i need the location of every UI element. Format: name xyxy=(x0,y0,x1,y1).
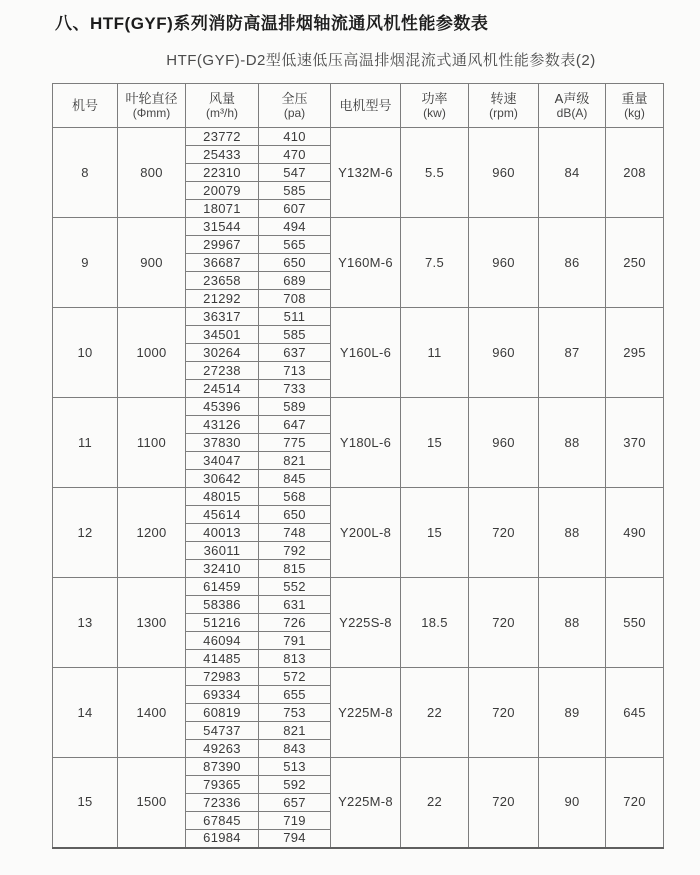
speed-cell: 720 xyxy=(469,758,539,848)
airflow-cell: 31544 xyxy=(186,218,259,236)
pressure-cell: 607 xyxy=(259,200,331,218)
pressure-cell: 792 xyxy=(259,542,331,560)
power-cell: 18.5 xyxy=(401,578,469,668)
weight-cell: 208 xyxy=(606,128,664,218)
header-unit: (kw) xyxy=(423,105,446,120)
pressure-cell: 813 xyxy=(259,650,331,668)
noise-cell: 88 xyxy=(539,398,606,488)
pressure-cell: 410 xyxy=(259,128,331,146)
header-cell-pressure xyxy=(259,84,331,128)
header-cell-noise xyxy=(539,84,606,128)
airflow-cell: 87390 xyxy=(186,758,259,776)
weight-cell: 550 xyxy=(606,578,664,668)
fan-no-cell: 11 xyxy=(53,398,118,488)
pressure-cell: 647 xyxy=(259,416,331,434)
pressure-cell: 547 xyxy=(259,164,331,182)
noise-cell: 89 xyxy=(539,668,606,758)
fan-no-cell: 8 xyxy=(53,128,118,218)
weight-cell: 250 xyxy=(606,218,664,308)
document-page xyxy=(0,9,700,875)
fan-no-cell: 15 xyxy=(53,758,118,848)
impeller-diameter-cell: 800 xyxy=(118,128,186,218)
speed-cell: 720 xyxy=(469,668,539,758)
pressure-cell: 511 xyxy=(259,308,331,326)
pressure-cell: 585 xyxy=(259,326,331,344)
weight-cell: 370 xyxy=(606,398,664,488)
airflow-cell: 36011 xyxy=(186,542,259,560)
pressure-cell: 726 xyxy=(259,614,331,632)
pressure-cell: 843 xyxy=(259,740,331,758)
speed-cell: 960 xyxy=(469,218,539,308)
airflow-cell: 51216 xyxy=(186,614,259,632)
weight-cell: 645 xyxy=(606,668,664,758)
impeller-diameter-cell: 1100 xyxy=(118,398,186,488)
fan-no-cell: 12 xyxy=(53,488,118,578)
noise-cell: 90 xyxy=(539,758,606,848)
power-cell: 7.5 xyxy=(401,218,469,308)
pressure-cell: 637 xyxy=(259,344,331,362)
pressure-cell: 565 xyxy=(259,236,331,254)
pressure-cell: 655 xyxy=(259,686,331,704)
pressure-cell: 552 xyxy=(259,578,331,596)
table-row xyxy=(53,668,664,686)
impeller-diameter-cell: 1200 xyxy=(118,488,186,578)
noise-cell: 86 xyxy=(539,218,606,308)
airflow-cell: 49263 xyxy=(186,740,259,758)
header-label: 全压 xyxy=(281,90,308,106)
airflow-cell: 58386 xyxy=(186,596,259,614)
noise-cell: 87 xyxy=(539,308,606,398)
motor-model-cell: Y225M-8 xyxy=(331,668,401,758)
impeller-diameter-cell: 1000 xyxy=(118,308,186,398)
motor-model-cell: Y160L-6 xyxy=(331,308,401,398)
header-label: 转速 xyxy=(490,90,517,106)
speed-cell: 720 xyxy=(469,578,539,668)
fan-no-cell: 13 xyxy=(53,578,118,668)
header-unit: dB(A) xyxy=(556,105,588,120)
motor-model-cell: Y180L-6 xyxy=(331,398,401,488)
noise-cell: 84 xyxy=(539,128,606,218)
airflow-cell: 36687 xyxy=(186,254,259,272)
pressure-cell: 845 xyxy=(259,470,331,488)
airflow-cell: 22310 xyxy=(186,164,259,182)
pressure-cell: 494 xyxy=(259,218,331,236)
pressure-cell: 821 xyxy=(259,722,331,740)
airflow-cell: 69334 xyxy=(186,686,259,704)
airflow-cell: 32410 xyxy=(186,560,259,578)
airflow-cell: 20079 xyxy=(186,182,259,200)
airflow-cell: 34501 xyxy=(186,326,259,344)
fan-no-cell: 10 xyxy=(53,308,118,398)
pressure-cell: 513 xyxy=(259,758,331,776)
airflow-cell: 21292 xyxy=(186,290,259,308)
speed-cell: 960 xyxy=(469,128,539,218)
pressure-cell: 568 xyxy=(259,488,331,506)
airflow-cell: 27238 xyxy=(186,362,259,380)
header-unit: (pa) xyxy=(283,105,306,120)
power-cell: 5.5 xyxy=(401,128,469,218)
pressure-cell: 775 xyxy=(259,434,331,452)
airflow-cell: 45396 xyxy=(186,398,259,416)
pressure-cell: 689 xyxy=(259,272,331,290)
table-row xyxy=(53,128,664,146)
airflow-cell: 24514 xyxy=(186,380,259,398)
table-header-row xyxy=(53,84,664,128)
header-label: 重量 xyxy=(621,90,648,106)
noise-cell: 88 xyxy=(539,488,606,578)
pressure-cell: 791 xyxy=(259,632,331,650)
header-label: 叶轮直径 xyxy=(125,90,178,106)
header-label: A声级 xyxy=(554,90,590,106)
table-row xyxy=(53,398,664,416)
airflow-cell: 34047 xyxy=(186,452,259,470)
airflow-cell: 61984 xyxy=(186,830,259,848)
airflow-cell: 54737 xyxy=(186,722,259,740)
fan-performance-parameters-table xyxy=(52,83,664,849)
airflow-cell: 23772 xyxy=(186,128,259,146)
airflow-cell: 67845 xyxy=(186,812,259,830)
airflow-cell: 41485 xyxy=(186,650,259,668)
motor-model-cell: Y225M-8 xyxy=(331,758,401,848)
impeller-diameter-cell: 900 xyxy=(118,218,186,308)
header-cell-motor-model xyxy=(331,84,401,128)
airflow-cell: 29967 xyxy=(186,236,259,254)
motor-model-cell: Y200L-8 xyxy=(331,488,401,578)
airflow-cell: 79365 xyxy=(186,776,259,794)
header-unit: (m³/h) xyxy=(206,105,238,120)
pressure-cell: 794 xyxy=(259,830,331,848)
header-cell-impeller-diameter xyxy=(118,84,186,128)
airflow-cell: 30264 xyxy=(186,344,259,362)
noise-cell: 88 xyxy=(539,578,606,668)
power-cell: 22 xyxy=(401,668,469,758)
pressure-cell: 589 xyxy=(259,398,331,416)
page-subtitle: HTF(GYF)-D2型低速低压高温排烟混流式通风机性能参数表(2) xyxy=(166,52,596,69)
table-row xyxy=(53,218,664,236)
table-body xyxy=(53,128,664,848)
speed-cell: 960 xyxy=(469,308,539,398)
speed-cell: 960 xyxy=(469,398,539,488)
impeller-diameter-cell: 1300 xyxy=(118,578,186,668)
header-unit: (kg) xyxy=(624,105,645,120)
pressure-cell: 748 xyxy=(259,524,331,542)
table-row xyxy=(53,758,664,776)
speed-cell: 720 xyxy=(469,488,539,578)
impeller-diameter-cell: 1500 xyxy=(118,758,186,848)
pressure-cell: 650 xyxy=(259,254,331,272)
airflow-cell: 46094 xyxy=(186,632,259,650)
header-label: 机号 xyxy=(71,98,98,113)
airflow-cell: 23658 xyxy=(186,272,259,290)
pressure-cell: 585 xyxy=(259,182,331,200)
header-cell-fan-no xyxy=(53,84,118,128)
pressure-cell: 572 xyxy=(259,668,331,686)
motor-model-cell: Y225S-8 xyxy=(331,578,401,668)
airflow-cell: 72336 xyxy=(186,794,259,812)
table-row xyxy=(53,488,664,506)
impeller-diameter-cell: 1400 xyxy=(118,668,186,758)
airflow-cell: 18071 xyxy=(186,200,259,218)
header-label: 风量 xyxy=(208,90,235,106)
power-cell: 15 xyxy=(401,488,469,578)
motor-model-cell: Y132M-6 xyxy=(331,128,401,218)
pressure-cell: 592 xyxy=(259,776,331,794)
pressure-cell: 815 xyxy=(259,560,331,578)
airflow-cell: 48015 xyxy=(186,488,259,506)
pressure-cell: 713 xyxy=(259,362,331,380)
pressure-cell: 631 xyxy=(259,596,331,614)
airflow-cell: 45614 xyxy=(186,506,259,524)
table-header xyxy=(53,84,664,128)
power-cell: 15 xyxy=(401,398,469,488)
header-unit: (rpm) xyxy=(489,105,518,120)
airflow-cell: 61459 xyxy=(186,578,259,596)
airflow-cell: 60819 xyxy=(186,704,259,722)
table-row xyxy=(53,578,664,596)
fan-no-cell: 14 xyxy=(53,668,118,758)
header-cell-speed xyxy=(469,84,539,128)
pressure-cell: 821 xyxy=(259,452,331,470)
header-cell-weight xyxy=(606,84,664,128)
motor-model-cell: Y160M-6 xyxy=(331,218,401,308)
weight-cell: 720 xyxy=(606,758,664,848)
power-cell: 22 xyxy=(401,758,469,848)
airflow-cell: 43126 xyxy=(186,416,259,434)
pressure-cell: 650 xyxy=(259,506,331,524)
pressure-cell: 753 xyxy=(259,704,331,722)
header-unit: (Φmm) xyxy=(132,105,171,120)
pressure-cell: 657 xyxy=(259,794,331,812)
page-title: 八、HTF(GYF)系列消防高温排烟轴流通风机性能参数表 xyxy=(55,14,489,33)
airflow-cell: 36317 xyxy=(186,308,259,326)
pressure-cell: 733 xyxy=(259,380,331,398)
airflow-cell: 72983 xyxy=(186,668,259,686)
header-cell-power xyxy=(401,84,469,128)
weight-cell: 295 xyxy=(606,308,664,398)
table-row xyxy=(53,308,664,326)
fan-no-cell: 9 xyxy=(53,218,118,308)
pressure-cell: 719 xyxy=(259,812,331,830)
header-label: 功率 xyxy=(421,90,448,106)
airflow-cell: 37830 xyxy=(186,434,259,452)
weight-cell: 490 xyxy=(606,488,664,578)
airflow-cell: 25433 xyxy=(186,146,259,164)
header-label: 电机型号 xyxy=(339,98,392,113)
pressure-cell: 708 xyxy=(259,290,331,308)
header-cell-airflow xyxy=(186,84,259,128)
airflow-cell: 30642 xyxy=(186,470,259,488)
pressure-cell: 470 xyxy=(259,146,331,164)
airflow-cell: 40013 xyxy=(186,524,259,542)
power-cell: 11 xyxy=(401,308,469,398)
